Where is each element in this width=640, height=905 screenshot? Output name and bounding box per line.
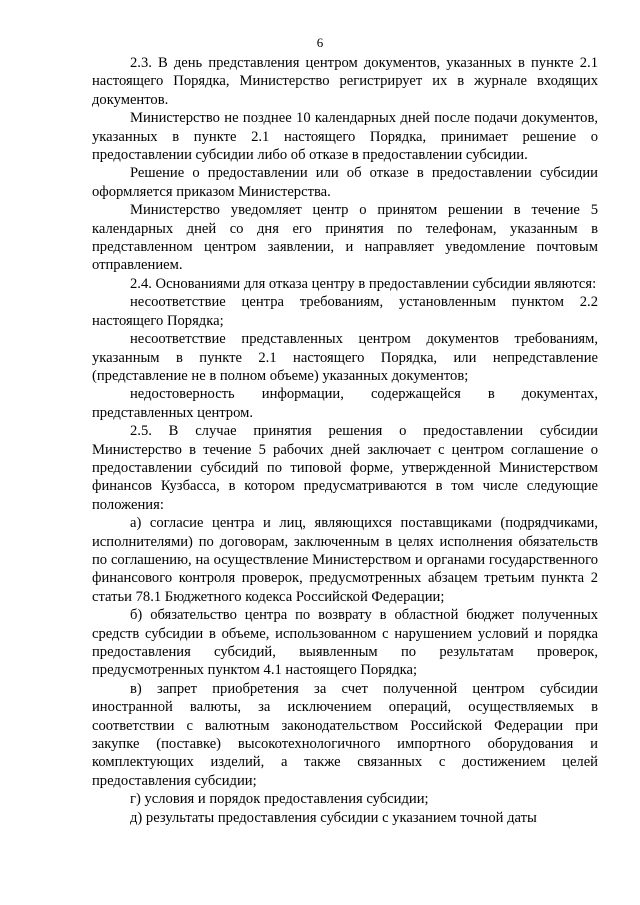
paragraph-notification: Министерство уведомляет центр о принятом решении в течение 5 календарных дней со дня его принятия по телефонам, указанным в представленном центром заявлении, и направляет уведомление почтовым отправлением. bbox=[92, 202, 598, 274]
paragraph-provision-a: а) согласие центра и лиц, являющихся поставщиками (подрядчиками, исполнителями) по договорам, заключенным в целях исполнения обязательств по соглашению, на осуществление Министерством и органами государственного финансового контроля проверок, предусмотренных абзацем третьим пункта 2 статьи 78.1 Бюджетного кодекса Российской Федерации; bbox=[92, 515, 598, 605]
paragraph-2-3: 2.3. В день представления центром документов, указанных в пункте 2.1 настоящего Порядка, Министерство регистрирует их в журнале входящих документов. bbox=[92, 55, 598, 108]
paragraph-provision-d: д) результаты предоставления субсидии с указанием точной даты bbox=[130, 809, 537, 826]
document-body bbox=[92, 54, 598, 827]
paragraph-2-4: 2.4. Основаниями для отказа центру в предоставлении субсидии являются: bbox=[130, 275, 597, 292]
paragraph-refusal-reason-3: недостоверность информации, содержащейся в документах, представленных центром. bbox=[92, 386, 598, 421]
paragraph-provision-g: г) условия и порядок предоставления субсидии; bbox=[130, 791, 429, 808]
paragraph-provision-b: б) обязательство центра по возврату в областной бюджет полученных средств субсидии в объеме, использованном с нарушением условий и порядка предоставления субсидий, выявленным по результатам проверок, предусмотренных пунктом 4.1 настоящего Порядка; bbox=[92, 607, 598, 679]
paragraph-decision-order: Решение о предоставлении или об отказе в предоставлении субсидии оформляется приказом Министерства. bbox=[92, 165, 598, 200]
paragraph-refusal-reason-1: несоответствие центра требованиям, установленным пунктом 2.2 настоящего Порядка; bbox=[92, 294, 598, 329]
paragraph-refusal-reason-2: несоответствие представленных центром документов требованиям, указанным в пункте 2.1 настоящего Порядка, или непредставление (представление не в полном объеме) указанных документов; bbox=[92, 331, 598, 384]
page-number: 6 bbox=[316, 35, 324, 50]
paragraph-provision-v: в) запрет приобретения за счет полученной центром субсидии иностранной валюты, за исключением операций, осуществляемых в соответствии с валютным законодательством Российской Федерации при закупке (поставке) высокотехнологичного импортного оборудования и комплектующих изделий, а также связанных с достижением целей предоставления субсидии; bbox=[92, 680, 598, 789]
paragraph-2-5: 2.5. В случае принятия решения о предоставлении субсидии Министерство в течение 5 рабочих дней заключает с центром соглашение о предоставлении субсидий по типовой форме, утвержденной Министерством финансов Кузбасса, в котором предусматриваются в том числе следующие положения: bbox=[92, 423, 598, 513]
paragraph-decision-deadline: Министерство не позднее 10 календарных дней после подачи документов, указанных в пункте 2.1 настоящего Порядка, принимает решение о предоставлении субсидии либо об отказе в предоставлении субсидии. bbox=[92, 110, 598, 164]
